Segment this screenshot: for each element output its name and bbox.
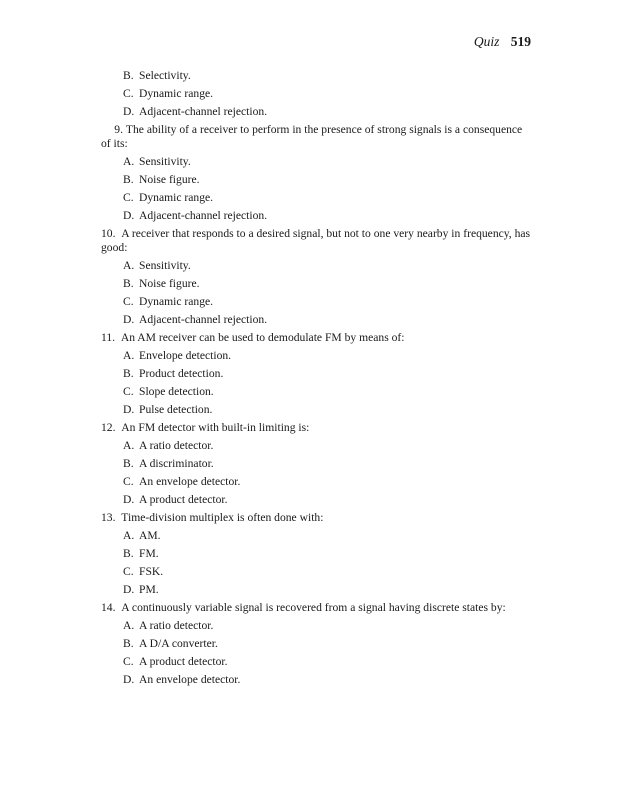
option-text: Adjacent-channel rejection. <box>139 105 268 118</box>
answer-option <box>101 349 531 363</box>
option-text: A discriminator. <box>139 457 214 470</box>
option-text: Envelope detection. <box>139 349 232 362</box>
option-text: PM. <box>139 583 159 596</box>
answer-option <box>101 277 531 291</box>
answer-option <box>101 403 531 417</box>
option-text: AM. <box>139 529 161 542</box>
answer-option <box>101 439 531 453</box>
question-number: 9. <box>114 123 123 136</box>
answer-option <box>101 155 531 169</box>
running-head-title: Quiz <box>473 34 500 49</box>
option-letter: C. <box>123 87 134 100</box>
question-text: A receiver that responds to a desired signal, but not to one very nearby in frequency, has good: <box>101 227 531 254</box>
question-14 <box>101 601 531 687</box>
option-letter: D. <box>123 583 135 596</box>
option-text: Adjacent-channel rejection. <box>139 313 268 326</box>
answer-option <box>101 105 531 119</box>
answer-option <box>101 367 531 381</box>
answer-option <box>101 655 531 669</box>
question-text: A continuously variable signal is recovered from a signal having discrete states by: <box>121 601 506 614</box>
option-letter: C. <box>123 295 134 308</box>
option-letter: B. <box>123 69 134 82</box>
question-number: 11. <box>101 331 116 344</box>
question-number: 14. <box>101 601 116 614</box>
running-head <box>474 34 531 50</box>
option-text: Adjacent-channel rejection. <box>139 209 268 222</box>
answer-option <box>101 583 531 597</box>
option-text: Dynamic range. <box>139 87 214 100</box>
option-text: Dynamic range. <box>139 191 214 204</box>
question-10 <box>101 227 531 327</box>
answer-option <box>101 295 531 309</box>
option-letter: B. <box>123 457 134 470</box>
question-text: An FM detector with built-in limiting is: <box>121 421 310 434</box>
option-letter: A. <box>123 155 135 168</box>
option-text: A ratio detector. <box>139 439 214 452</box>
option-letter: A. <box>123 259 135 272</box>
option-letter: B. <box>123 637 134 650</box>
option-letter: B. <box>123 547 134 560</box>
answer-option <box>101 529 531 543</box>
question-stem <box>101 421 531 435</box>
option-text: Noise figure. <box>139 277 200 290</box>
question-text: The ability of a receiver to perform in the presence of strong signals is a consequence of its: <box>101 123 523 150</box>
option-letter: A. <box>123 619 135 632</box>
question-text: An AM receiver can be used to demodulate FM by means of: <box>120 331 405 344</box>
option-letter: A. <box>123 529 135 542</box>
answer-option <box>101 385 531 399</box>
answer-option <box>101 313 531 327</box>
option-letter: B. <box>123 173 134 186</box>
option-letter: B. <box>123 367 134 380</box>
option-text: Slope detection. <box>139 385 214 398</box>
answer-option <box>101 209 531 223</box>
option-letter: D. <box>123 209 135 222</box>
option-letter: C. <box>123 655 134 668</box>
answer-option <box>101 173 531 187</box>
quiz-content <box>101 69 531 691</box>
answer-option <box>101 69 531 83</box>
option-letter: A. <box>123 439 135 452</box>
answer-option <box>101 673 531 687</box>
option-text: FSK. <box>139 565 164 578</box>
question-text: Time-division multiplex is often done with: <box>121 511 324 524</box>
question-11 <box>101 331 531 417</box>
question-12 <box>101 421 531 507</box>
question-stem <box>101 123 531 151</box>
option-letter: A. <box>123 349 135 362</box>
answer-option <box>101 637 531 651</box>
answer-option <box>101 87 531 101</box>
question-number: 10. <box>101 227 116 240</box>
option-text: A ratio detector. <box>139 619 214 632</box>
option-text: Dynamic range. <box>139 295 214 308</box>
option-text: An envelope detector. <box>139 673 241 686</box>
question-stem <box>101 511 531 525</box>
question-number: 12. <box>101 421 116 434</box>
question-number: 13. <box>101 511 116 524</box>
answer-option <box>101 565 531 579</box>
option-text: Sensitivity. <box>139 155 191 168</box>
option-letter: D. <box>123 313 135 326</box>
page-number: 519 <box>510 34 531 49</box>
answer-option <box>101 547 531 561</box>
answer-option <box>101 259 531 273</box>
option-text: An envelope detector. <box>139 475 241 488</box>
option-text: Selectivity. <box>139 69 191 82</box>
option-text: A product detector. <box>139 655 228 668</box>
question-9 <box>101 123 531 223</box>
option-text: A D/A converter. <box>139 637 218 650</box>
answer-option <box>101 191 531 205</box>
option-letter: C. <box>123 475 134 488</box>
question-stem <box>101 227 531 255</box>
option-letter: C. <box>123 385 134 398</box>
leading-options <box>101 69 531 119</box>
option-letter: D. <box>123 493 135 506</box>
option-text: Product detection. <box>139 367 224 380</box>
option-text: A product detector. <box>139 493 228 506</box>
option-text: Pulse detection. <box>139 403 213 416</box>
option-text: Noise figure. <box>139 173 200 186</box>
option-text: FM. <box>139 547 159 560</box>
option-letter: C. <box>123 191 134 204</box>
question-13 <box>101 511 531 597</box>
option-letter: D. <box>123 673 135 686</box>
answer-option <box>101 457 531 471</box>
answer-option <box>101 493 531 507</box>
option-letter: D. <box>123 105 135 118</box>
option-letter: D. <box>123 403 135 416</box>
question-stem <box>101 331 531 345</box>
answer-option <box>101 475 531 489</box>
question-stem <box>101 601 531 615</box>
option-letter: B. <box>123 277 134 290</box>
option-text: Sensitivity. <box>139 259 191 272</box>
option-letter: C. <box>123 565 134 578</box>
answer-option <box>101 619 531 633</box>
